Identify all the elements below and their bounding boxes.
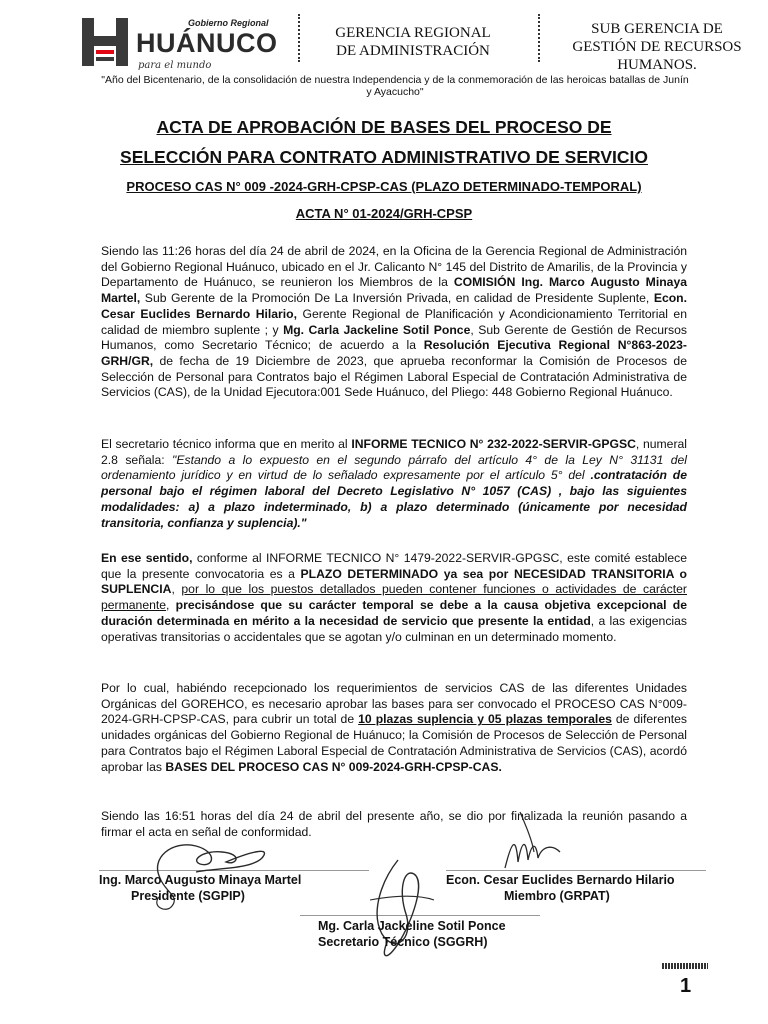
header-right-line3: HUMANOS. <box>617 57 697 73</box>
signature-line-secretary <box>300 915 540 916</box>
paragraph-technical-report: El secretario técnico informa que en merito al INFORME TECNICO N° 232-2022-SERVIR-GPGSC, numeral 2.8 señala: "Estando a lo expuesto en el segundo párrafo del artículo 4° de la Ley N° 31131 del ordenamiento jurídico y en virtud de lo señalado expresamente por el artículo 5° del .contratación de personal bajo el régimen laboral del Decreto Legislativo N° 1057 (CAS) , bajo las siguientes modalidades: a) a plazo indeterminado, b) a plazo determinado (únicamente por necesidad transitoria, confianza y suplencia)." <box>101 437 688 530</box>
document-stamp-icon <box>662 963 708 969</box>
paragraph-meeting: Siendo las 11:26 horas del día 24 de abril de 2024, en la Oficina de la Gerencia Regional de Administración del Gobierno Regional Huánuco, ubicado en el Jr. Calicanto N° 145 del Distrito de Amarilis, de la Provincia y Departamento de Huánuco, se reunieron los Miembros de la COMISIÓN Ing. Marco Augusto Minaya Martel, Sub Gerente de la Promoción De La Inversión Privada, en calidad de Presidente Suplente, Econ. Cesar Euclides Bernardo Hilario, Gerente Regional de Planificación y Acondicionamiento Territorial en calidad de miembro suplente ; y Mg. Carla Jackeline Sotil Ponce, Sub Gerente de Gestión de Recursos Humanos, como Secretario Técnico; de acuerdo a la Resolución Ejecutiva Regional N°863-2023-GRH/GR, de fecha de 19 Diciembre de 2023, que aprueba reconformar la Comisión de Procesos de Selección de Personal para Contratos bajo el Régimen Laboral Especial de Contratación Administrativa de Servicios (CAS), de la Unidad Ejecutora:001 Sede Huánuco, del Pliego: 448 Gobierno Regional Huánuco. <box>101 244 688 400</box>
acta-number: ACTA N° 01-2024/GRH-CPSP <box>295 206 473 221</box>
signature-line-member <box>446 870 706 871</box>
signature-line-president <box>99 870 369 871</box>
paragraph-closing: Siendo las 16:51 horas del día 24 de abril del presente año, se dio por finalizada la reunión pasando a firmar el acta en señal de conformidad. <box>101 809 687 839</box>
signature-block-member <box>446 872 726 904</box>
document-title-line1: ACTA DE APROBACIÓN DE BASES DEL PROCESO DE <box>156 117 612 137</box>
logo-gobierno-regional: Gobierno Regional <box>188 18 269 28</box>
document-title-line2: SELECCIÓN PARA CONTRATO ADMINISTRATIVO DE SERVICIO <box>120 147 648 167</box>
header-right-line2: GESTIÓN DE RECURSOS <box>572 39 742 55</box>
header-center-line1: GERENCIA REGIONAL <box>335 25 491 41</box>
president-name: Ing. Marco Augusto Minaya Martel <box>99 873 302 887</box>
paragraph-approval: Por lo cual, habiéndo recepcionado los requerimientos de servicios CAS de las diferentes Unidades Orgánicas del GOREHCO, es necesario aprobar las bases para ser convocado el PROCESO CAS N°009-2024-GRH-CPSP-CAS, para cubrir un total de 10 plazas suplencia y 05 plazas temporales de diferentes unidades orgánicas del Gobierno Regional de Huánuco; la Comisión de Procesos de Selección de Personal para Contratos bajo el Régimen Laboral Especial de Contratación Administrativa de Servicios (CAS), acordó aprobar las BASES DEL PROCESO CAS N° 009-2024-GRH-CPSP-CAS. <box>101 681 688 774</box>
secretary-role: Secretario Técnico (SGGRH) <box>318 935 488 949</box>
president-role: Presidente (SGPIP) <box>131 889 245 903</box>
signature-block-president <box>99 872 379 904</box>
regional-h-emblem-icon <box>80 16 132 68</box>
logo-huanuco-wordmark: HUÁNUCO <box>136 28 278 58</box>
process-title: PROCESO CAS N° 009 -2024-GRH-CPSP-CAS (PLAZO DETERMINADO-TEMPORAL) <box>126 179 642 194</box>
paragraph-modality: En ese sentido, conforme al INFORME TECNICO N° 1479-2022-SERVIR-GPGSC, este comité establece que la presente convocatoria es a PLAZO DETERMINADO ya sea por NECESIDAD TRANSITORIA o SUPLENCIA, por lo que los puestos detallados pueden contener funciones o actividades de carácter permanente, precisándose que su carácter temporal se debe a la causa objetiva excepcional de duración determinada en mérito a la necesidad de servicio que presente la entidad, a las exigencias operativas transitorias o accidentales que se agotan y/o culminan en un determinado momento. <box>101 551 687 644</box>
logo-tagline: para el mundo <box>138 60 212 71</box>
page-number: 1 <box>680 975 692 997</box>
secretary-name: Mg. Carla Jackeline Sotil Ponce <box>318 919 506 933</box>
header-divider-right <box>538 14 546 62</box>
member-name: Econ. Cesar Euclides Bernardo Hilario <box>446 873 675 887</box>
signature-block-secretary <box>318 918 578 950</box>
letterhead <box>0 8 768 78</box>
year-motto: "Año del Bicentenario, de la consolidación de nuestra Independencia y de la conmemoración de las heroicas batallas de Junín y Ayacucho" <box>101 74 689 98</box>
header-gerencia <box>318 24 508 60</box>
huanuco-logo <box>80 16 280 72</box>
header-right-line1: SUB GERENCIA DE <box>591 21 723 37</box>
header-center-line2: DE ADMINISTRACIÓN <box>336 43 490 59</box>
header-divider-left <box>298 14 306 62</box>
header-subgerencia <box>552 20 762 74</box>
member-role: Miembro (GRPAT) <box>504 889 610 903</box>
